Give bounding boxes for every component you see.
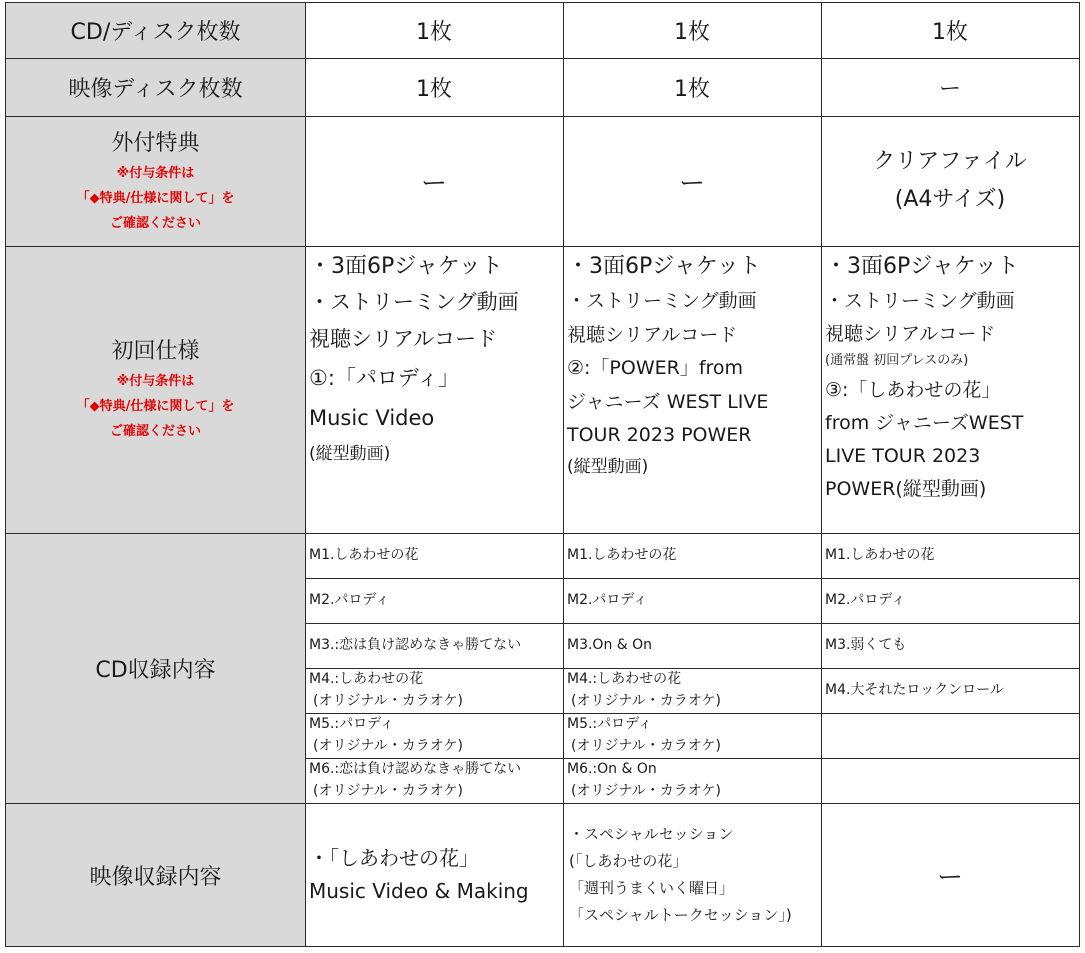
track-row bbox=[563, 533, 821, 578]
video-content-2-line-3: 「週刊うまくいく曜日」 bbox=[569, 879, 735, 897]
grid-line bbox=[5, 116, 1080, 117]
first-spec-cell-2 bbox=[563, 246, 821, 533]
video-content-2-line-1: ・スペシャルセッション bbox=[569, 825, 734, 843]
track-title: M1.しあわせの花 bbox=[825, 547, 935, 563]
video-content-3-value: ー bbox=[936, 862, 963, 893]
row-video-content bbox=[6, 803, 1079, 947]
row-header-cd-tracks bbox=[6, 533, 305, 803]
track-row bbox=[305, 623, 563, 668]
grid-line bbox=[5, 2, 1080, 3]
track-title: M3.弱くても bbox=[825, 637, 907, 653]
bonus-value-2: ー bbox=[678, 168, 705, 199]
track-row bbox=[821, 533, 1079, 578]
first-spec-1-line-2: ・ストリーミング動画 bbox=[309, 290, 519, 314]
track-title: M4.大それたロックンロール bbox=[825, 682, 1004, 698]
first-spec-3-line-6: from ジャニーズWEST bbox=[825, 412, 1024, 434]
video-content-cell-3 bbox=[821, 803, 1079, 947]
track-row bbox=[563, 668, 821, 713]
grid-line bbox=[305, 713, 1080, 714]
bonus-cell-3 bbox=[821, 116, 1079, 246]
first-spec-note-2: 「◆特典/仕様に関して」を bbox=[76, 399, 235, 414]
grid-line bbox=[5, 58, 1080, 59]
track-title: M2.パロディ bbox=[825, 592, 906, 608]
row-header-first-spec bbox=[6, 246, 305, 533]
row-bonus bbox=[6, 116, 1079, 246]
bonus-label: 外付特典 bbox=[111, 130, 200, 156]
first-spec-2-line-5: ジャニーズ WEST LIVE bbox=[567, 391, 769, 413]
first-spec-3-line-5: ③:「しあわせの花」 bbox=[825, 379, 1001, 401]
first-spec-3-line-1: ・3面6Pジャケット bbox=[825, 254, 1019, 279]
first-spec-1-line-5: Music Video bbox=[309, 406, 435, 430]
bonus-note-3: ご確認ください bbox=[109, 215, 201, 231]
grid-line bbox=[563, 2, 564, 947]
disc-count-value-2: 1枚 bbox=[674, 19, 710, 45]
disc-count-cell-1 bbox=[305, 2, 563, 58]
bonus-cell-1 bbox=[305, 116, 563, 246]
first-spec-note-1: ※付与条件は bbox=[116, 374, 195, 389]
disc-count-cell-2 bbox=[563, 2, 821, 58]
track-subtitle: (オリジナル・カラオケ) bbox=[571, 693, 721, 709]
grid-line bbox=[5, 533, 1080, 534]
track-title: M1.しあわせの花 bbox=[309, 547, 419, 563]
bonus-cell-2 bbox=[563, 116, 821, 246]
track-row bbox=[305, 578, 563, 623]
track-row bbox=[305, 668, 563, 713]
track-row bbox=[305, 533, 563, 578]
row-header-disc-count bbox=[6, 2, 305, 58]
track-title: M2.パロディ bbox=[567, 592, 648, 608]
track-row bbox=[563, 713, 821, 758]
track-title: M5.:パロディ bbox=[309, 716, 395, 732]
video-content-2-line-2: (「しあわせの花」 bbox=[569, 852, 688, 870]
disc-count-cell-3 bbox=[821, 2, 1079, 58]
track-title: M4.:しあわせの花 bbox=[309, 671, 424, 687]
track-title: M5.:パロディ bbox=[567, 716, 653, 732]
video-content-1-line-2: Music Video & Making bbox=[309, 879, 529, 903]
track-row bbox=[821, 668, 1079, 713]
row-first-spec bbox=[6, 246, 1079, 533]
track-row bbox=[305, 713, 563, 758]
first-spec-1-line-4: ①:「パロディ」 bbox=[309, 366, 460, 390]
video-content-cell-2 bbox=[563, 803, 821, 947]
first-spec-1-line-6: (縦型動画) bbox=[309, 444, 391, 464]
grid-line bbox=[5, 803, 1080, 804]
video-disc-count-cell-1 bbox=[305, 58, 563, 116]
grid-line bbox=[305, 2, 306, 947]
first-spec-2-line-2: ・ストリーミング動画 bbox=[567, 290, 757, 312]
track-row bbox=[305, 758, 563, 803]
track-subtitle: (オリジナル・カラオケ) bbox=[313, 693, 463, 709]
track-row bbox=[563, 758, 821, 803]
video-content-1-line-1: ・「しあわせの花」 bbox=[309, 846, 479, 870]
first-spec-cell-1 bbox=[305, 246, 563, 533]
bonus-note-2: 「◆特典/仕様に関して」を bbox=[76, 190, 235, 206]
cd-tracks-label: CD収録内容 bbox=[95, 657, 216, 683]
video-disc-count-cell-3 bbox=[821, 58, 1079, 116]
disc-count-value-1: 1枚 bbox=[416, 19, 452, 45]
video-disc-count-value-3: ー bbox=[938, 76, 961, 102]
grid-line bbox=[821, 2, 822, 947]
track-row bbox=[821, 578, 1079, 623]
video-content-cell-1 bbox=[305, 803, 563, 947]
track-subtitle: (オリジナル・カラオケ) bbox=[571, 738, 721, 754]
first-spec-1-line-1: ・3面6Pジャケット bbox=[309, 254, 503, 279]
bonus-clearfile-size: (A4サイズ) bbox=[894, 187, 1006, 212]
first-spec-2-line-6: TOUR 2023 POWER bbox=[567, 424, 752, 446]
grid-line bbox=[305, 578, 1080, 579]
grid-line bbox=[305, 668, 1080, 669]
grid-line bbox=[5, 246, 1080, 247]
first-spec-label: 初回仕様 bbox=[111, 339, 200, 364]
track-title: M3.:恋は負け認めなきゃ勝てない bbox=[309, 637, 522, 653]
first-spec-3-line-3: 視聴シリアルコード bbox=[825, 323, 996, 345]
first-spec-2-line-1: ・3面6Pジャケット bbox=[567, 254, 761, 279]
grid-line bbox=[5, 946, 1080, 947]
first-spec-3-line-7: LIVE TOUR 2023 bbox=[825, 445, 981, 467]
track-row bbox=[563, 578, 821, 623]
track-title: M1.しあわせの花 bbox=[567, 547, 677, 563]
track-title: M6.:On & On bbox=[567, 761, 657, 777]
track-row bbox=[563, 623, 821, 668]
first-spec-3-line-2: ・ストリーミング動画 bbox=[825, 290, 1015, 312]
grid-line bbox=[1079, 2, 1080, 947]
first-spec-3-line-4: (通常盤 初回プレスのみ) bbox=[825, 353, 969, 368]
video-content-2-line-4: 「スペシャルトークセッション」) bbox=[569, 906, 792, 924]
track-subtitle: (オリジナル・カラオケ) bbox=[313, 738, 463, 754]
track-title: M3.On & On bbox=[567, 637, 653, 653]
video-disc-count-label: 映像ディスク枚数 bbox=[68, 76, 243, 102]
bonus-note-1: ※付与条件は bbox=[116, 165, 195, 181]
grid-line bbox=[305, 623, 1080, 624]
row-disc-count bbox=[6, 2, 1079, 58]
track-title: M4.:しあわせの花 bbox=[567, 671, 682, 687]
first-spec-note-3: ご確認ください bbox=[109, 424, 201, 439]
first-spec-2-line-3: 視聴シリアルコード bbox=[567, 324, 738, 346]
row-header-video-disc-count bbox=[6, 58, 305, 116]
video-disc-count-cell-2 bbox=[563, 58, 821, 116]
first-spec-3-line-8: POWER(縦型動画) bbox=[825, 478, 987, 500]
grid-line bbox=[5, 2, 6, 947]
first-spec-cell-3 bbox=[821, 246, 1079, 533]
track-title: M6.:恋は負け認めなきゃ勝てない bbox=[309, 761, 522, 777]
row-header-bonus bbox=[6, 116, 305, 246]
bonus-value-1: ー bbox=[420, 168, 447, 199]
video-disc-count-value-1: 1枚 bbox=[416, 76, 452, 102]
track-subtitle: (オリジナル・カラオケ) bbox=[571, 783, 721, 799]
bonus-clearfile: クリアファイル bbox=[873, 149, 1027, 174]
row-header-video-content bbox=[6, 803, 305, 947]
first-spec-2-line-4: ②:「POWER」from bbox=[567, 357, 744, 379]
disc-count-value-3: 1枚 bbox=[932, 19, 968, 45]
video-disc-count-value-2: 1枚 bbox=[674, 76, 710, 102]
video-content-label: 映像収録内容 bbox=[89, 864, 222, 890]
first-spec-2-line-7: (縦型動画) bbox=[567, 457, 649, 477]
grid-line bbox=[305, 758, 1080, 759]
row-video-disc-count bbox=[6, 58, 1079, 116]
track-title: M2.パロディ bbox=[309, 592, 390, 608]
disc-count-label: CD/ディスク枚数 bbox=[70, 19, 241, 45]
track-subtitle: (オリジナル・カラオケ) bbox=[313, 783, 463, 799]
track-row bbox=[821, 623, 1079, 668]
first-spec-1-line-3: 視聴シリアルコード bbox=[309, 327, 498, 351]
